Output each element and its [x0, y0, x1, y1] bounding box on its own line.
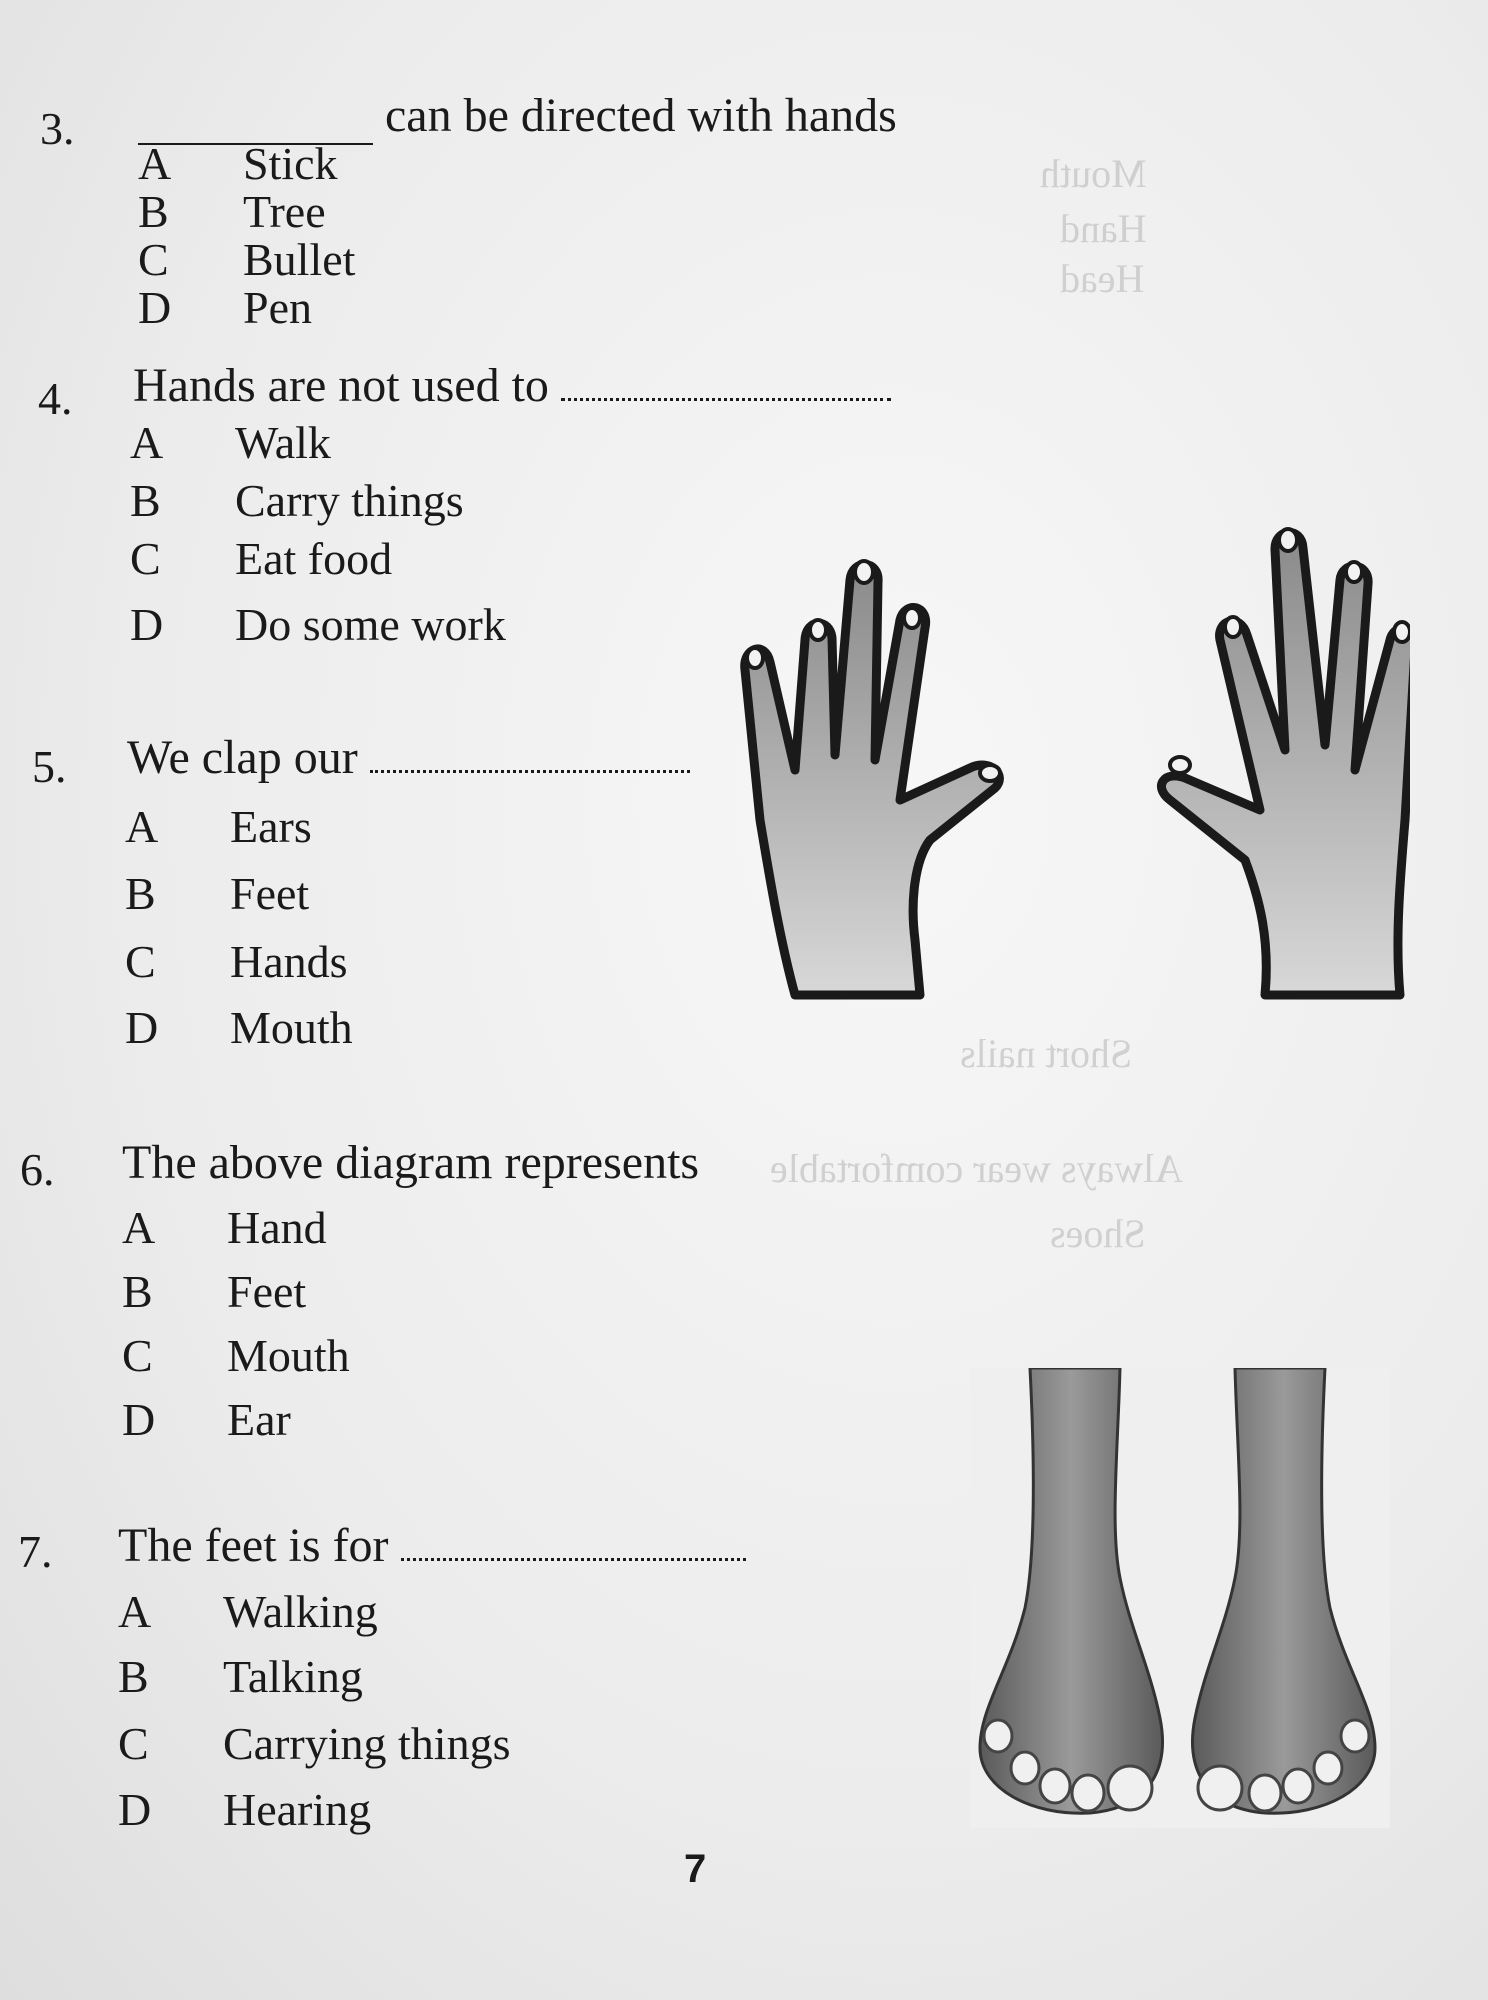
- option-a[interactable]: [118, 1585, 378, 1638]
- option-letter: B: [130, 475, 161, 526]
- option-b[interactable]: [125, 867, 309, 920]
- option-text: Bullet: [243, 234, 356, 285]
- option-a[interactable]: [130, 416, 331, 469]
- show-through-text: Short nails: [960, 1031, 1133, 1076]
- option-text: Talking: [223, 1651, 363, 1702]
- option-letter: A: [122, 1202, 156, 1253]
- option-text: Pen: [243, 282, 312, 333]
- option-a[interactable]: [122, 1201, 327, 1254]
- option-letter: D: [125, 1002, 159, 1053]
- option-text: Stick: [243, 138, 338, 189]
- option-b[interactable]: [122, 1265, 306, 1318]
- answer-blank: [561, 368, 891, 401]
- question-number: 3.: [40, 103, 75, 154]
- option-b[interactable]: [138, 185, 326, 238]
- option-letter: C: [130, 533, 161, 584]
- option-c[interactable]: [130, 532, 392, 585]
- option-letter: B: [138, 186, 169, 237]
- left-hand: [745, 564, 1000, 995]
- question-number: 6.: [20, 1144, 55, 1195]
- option-letter: A: [130, 417, 164, 468]
- option-letter: B: [118, 1651, 149, 1702]
- option-text: Feet: [230, 868, 310, 919]
- right-hand: [1161, 532, 1410, 995]
- option-letter: C: [138, 234, 169, 285]
- option-c[interactable]: [118, 1717, 510, 1770]
- show-through-text: Hand: [1060, 206, 1147, 251]
- option-letter: A: [138, 138, 172, 189]
- option-text: Carry things: [235, 475, 464, 526]
- option-letter: D: [122, 1394, 156, 1445]
- option-letter: C: [118, 1718, 149, 1769]
- option-c[interactable]: [125, 935, 348, 988]
- page-number: 7: [684, 1847, 707, 1891]
- show-through-text: Mouth: [1040, 151, 1147, 196]
- option-a[interactable]: [138, 137, 338, 190]
- answer-blank: [401, 1528, 746, 1561]
- option-text: Ears: [230, 801, 312, 852]
- question-number: 4.: [38, 373, 73, 424]
- option-letter: A: [118, 1586, 152, 1637]
- option-c[interactable]: [122, 1329, 350, 1382]
- show-through-text: Shoes: [1050, 1211, 1146, 1256]
- question-text: The above diagram represents: [122, 1136, 700, 1189]
- option-letter: D: [130, 599, 164, 650]
- option-letter: C: [122, 1330, 153, 1381]
- option-text: Do some work: [235, 599, 506, 650]
- question-text: Hands are not used to: [133, 359, 549, 412]
- question-text: The feet is for: [118, 1519, 389, 1572]
- option-c[interactable]: [138, 233, 355, 286]
- option-letter: D: [118, 1784, 152, 1835]
- hands-illustration: [740, 520, 1410, 1010]
- show-through-text: Always wear comfortable: [770, 1146, 1184, 1191]
- question-stem: [118, 1518, 746, 1573]
- question-number: 5.: [32, 741, 67, 792]
- option-text: Carrying things: [223, 1718, 511, 1769]
- option-letter: C: [125, 936, 156, 987]
- question-stem: [122, 1135, 699, 1190]
- show-through-text: Head: [1060, 256, 1145, 301]
- option-d[interactable]: [138, 281, 312, 334]
- option-b[interactable]: [118, 1650, 363, 1703]
- answer-blank: [370, 740, 690, 773]
- option-d[interactable]: [130, 598, 506, 651]
- option-letter: B: [125, 868, 156, 919]
- option-text: Walk: [235, 417, 331, 468]
- option-text: Hand: [227, 1202, 327, 1253]
- option-letter: A: [125, 801, 159, 852]
- option-d[interactable]: [125, 1001, 353, 1054]
- option-text: Feet: [227, 1266, 307, 1317]
- option-text: Eat food: [235, 533, 393, 584]
- option-text: Mouth: [227, 1330, 350, 1381]
- option-d[interactable]: [122, 1393, 291, 1446]
- question-stem: [133, 358, 891, 413]
- option-text: Hands: [230, 936, 348, 987]
- question-stem: [127, 730, 690, 785]
- option-text: Tree: [243, 186, 326, 237]
- option-letter: D: [138, 282, 172, 333]
- option-a[interactable]: [125, 800, 312, 853]
- question-text: can be directed with hands: [385, 89, 897, 142]
- option-text: Mouth: [230, 1002, 353, 1053]
- question-number: 7.: [18, 1526, 53, 1577]
- option-letter: B: [122, 1266, 153, 1317]
- feet-illustration: [970, 1368, 1390, 1828]
- option-text: Ear: [227, 1394, 291, 1445]
- option-d[interactable]: [118, 1783, 371, 1836]
- option-text: Hearing: [223, 1784, 372, 1835]
- question-text: We clap our: [127, 731, 358, 784]
- option-text: Walking: [223, 1586, 378, 1637]
- option-b[interactable]: [130, 474, 464, 527]
